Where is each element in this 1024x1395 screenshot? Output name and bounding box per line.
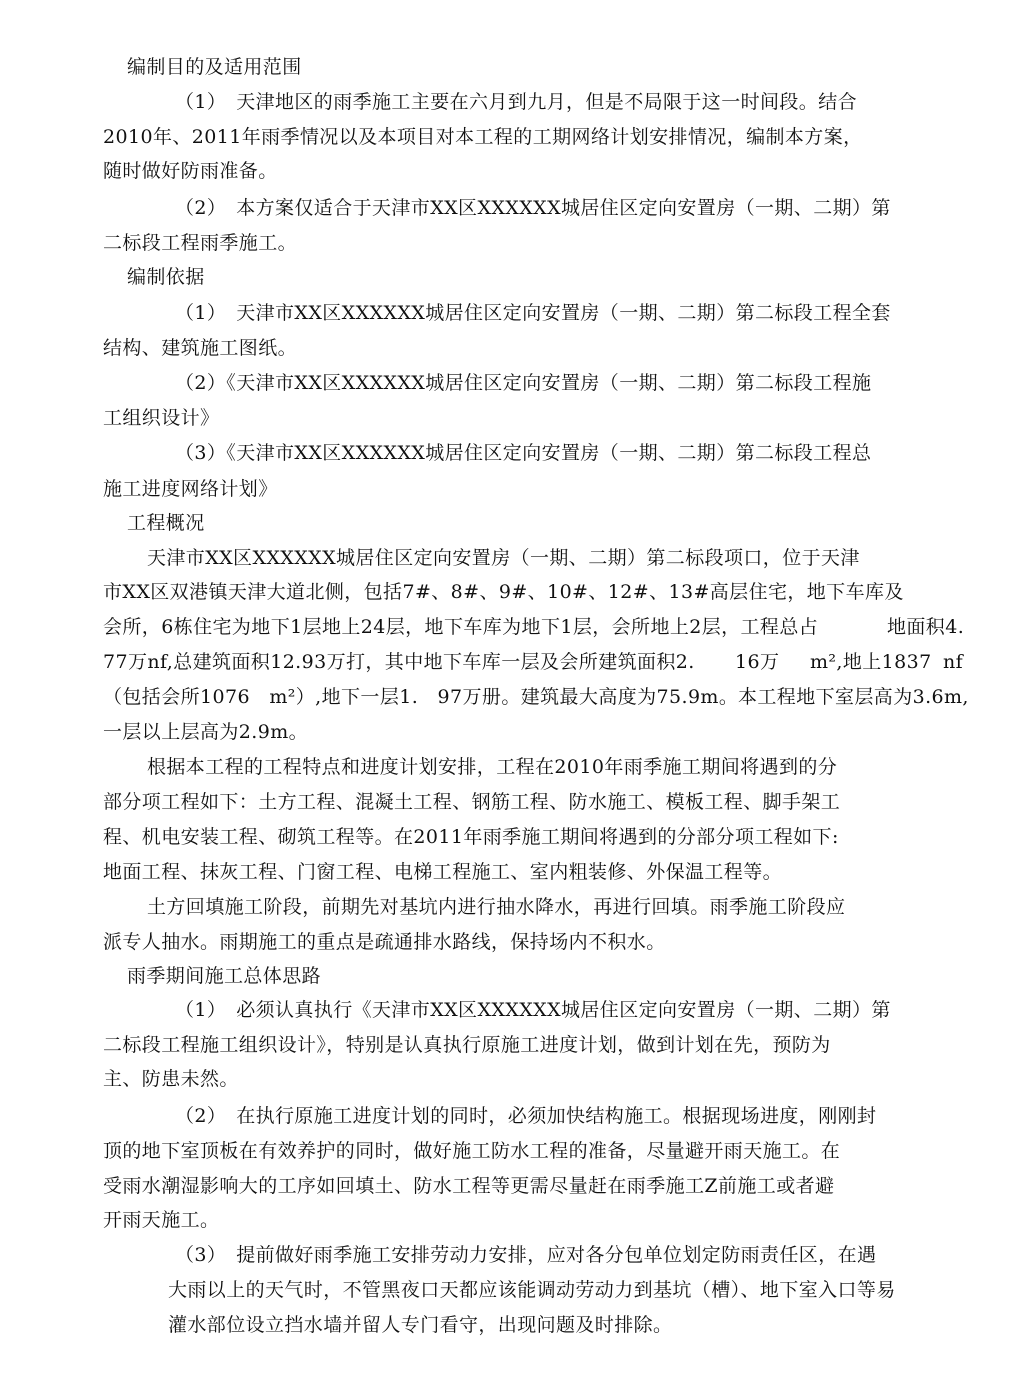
paragraph-line: 派专人抽水。雨期施工的重点是疏通排水路线，保持场内不积水。 (103, 931, 666, 953)
section-heading-overview: 工程概况 (127, 512, 205, 534)
paragraph-line: 天津市XX区XXXXXX城居住区定向安置房（一期、二期）第二标段项口，位于天津 (147, 547, 860, 569)
paragraph-line: 受雨水潮湿影响大的工序如回填土、防水工程等更需尽量赶在雨季施工Z前施工或者避 (103, 1175, 835, 1197)
paragraph-line: 结构、建筑施工图纸。 (103, 337, 298, 359)
paragraph-line: 地面工程、抹灰工程、门窗工程、电梯工程施工、室内粗装修、外保温工程等。 (103, 861, 783, 883)
paragraph-line: （1） 天津市XX区XXXXXX城居住区定向安置房（一期、二期）第二标段工程全套 (175, 302, 891, 324)
paragraph-line: 施工进度网络计划》 (103, 478, 278, 500)
paragraph-line: 开雨天施工。 (103, 1209, 220, 1231)
paragraph-line: 一层以上层高为2.9m。 (103, 721, 309, 743)
paragraph-fragment: m²,地上1837 (810, 651, 932, 673)
paragraph-line: （2） 在执行原施工进度计划的同时，必须加快结构施工。根据现场进度，刚刚封 (175, 1105, 877, 1127)
paragraph-fragment: nf (943, 651, 964, 673)
paragraph-line: 部分项工程如下：土方工程、混凝土工程、钢筋工程、防水施工、模板工程、脚手架工 (103, 791, 841, 813)
paragraph-line: 二标段工程雨季施工。 (103, 232, 298, 254)
section-heading-approach: 雨季期间施工总体思路 (127, 965, 322, 987)
paragraph-line: 会所，6栋住宅为地下1层地上24层，地下车库为地下1层，会所地上2层，工程总占 (103, 616, 819, 638)
paragraph-line: 77万nf,总建筑面积12.93万打，其中地下车库一层及会所建筑面积2. (103, 651, 695, 673)
paragraph-line: （3） 提前做好雨季施工安排劳动力安排，应对各分包单位划定防雨责任区，在遇 (175, 1244, 877, 1266)
paragraph-line: 大雨以上的天气时，不管黑夜口天都应该能调动劳动力到基坑（槽）、地下室入口等易 (168, 1279, 896, 1301)
paragraph-line: 二标段工程施工组织设计》，特别是认真执行原施工进度计划，做到计划在先，预防为 (103, 1034, 831, 1056)
paragraph-line: （2）《天津市XX区XXXXXX城居住区定向安置房（一期、二期）第二标段工程施 (175, 372, 872, 394)
paragraph-fragment: 本工程地下室层高为3.6m, (738, 686, 969, 708)
paragraph-line: 随时做好防雨准备。 (103, 160, 278, 182)
paragraph-line: 顶的地下室顶板在有效养护的同时，做好施工防水工程的准备，尽量避开雨天施工。在 (103, 1140, 841, 1162)
paragraph-fragment: 地面积4. (887, 616, 965, 638)
paragraph-fragment: 16万 (735, 651, 780, 673)
section-heading-purpose: 编制目的及适用范围 (127, 56, 302, 78)
paragraph-line: 土方回填施工阶段，前期先对基坑内进行抽水降水，再进行回填。雨季施工阶段应 (147, 896, 846, 918)
paragraph-line: （1） 必须认真执行《天津市XX区XXXXXX城居住区定向安置房（一期、二期）第 (175, 999, 891, 1021)
paragraph-line: 灌水部位设立挡水墙并留人专门看守，出现问题及时排除。 (168, 1314, 673, 1336)
paragraph-line: 市XX区双港镇天津大道北侧，包括7#、8#、9#、10#、12#、13#高层住宅，地下车库及 (103, 581, 904, 603)
section-heading-basis: 编制依据 (127, 266, 205, 288)
paragraph-line: 工组织设计》 (103, 407, 220, 429)
paragraph-line: （1） 天津地区的雨季施工主要在六月到九月，但是不局限于这一时间段。结合 (175, 91, 857, 113)
paragraph-line: （3）《天津市XX区XXXXXX城居住区定向安置房（一期、二期）第二标段工程总 (175, 442, 872, 464)
paragraph-line: 主、防患未然。 (103, 1068, 239, 1090)
paragraph-line: （包括会所1076 m²）,地下一层1. 97万册。建筑最大高度为75.9m。 (103, 686, 739, 708)
paragraph-line: 2010年、2011年雨季情况以及本项目对本工程的工期网络计划安排情况，编制本方案， (103, 126, 863, 148)
paragraph-line: （2） 本方案仅适合于天津市XX区XXXXXX城居住区定向安置房（一期、二期）第 (175, 197, 891, 219)
paragraph-line: 程、机电安装工程、砌筑工程等。在2011年雨季施工期间将遇到的分部分项工程如下: (103, 826, 839, 848)
paragraph-line: 根据本工程的工程特点和进度计划安排，工程在2010年雨季施工期间将遇到的分 (147, 756, 838, 778)
